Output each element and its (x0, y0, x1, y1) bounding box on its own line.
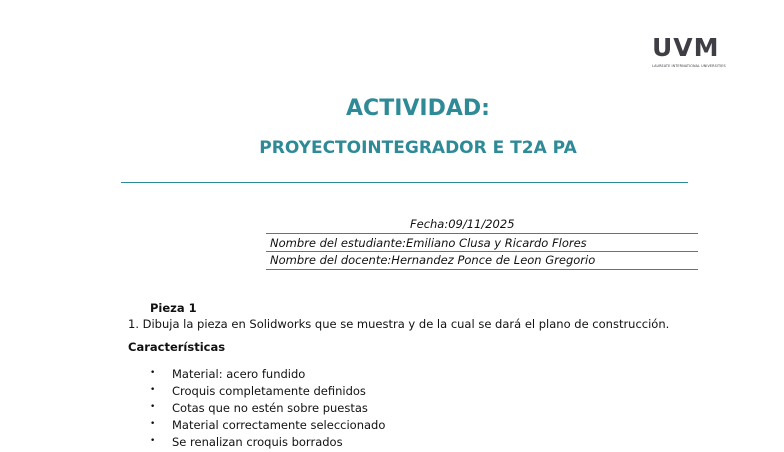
bullet-icon: • (150, 436, 156, 446)
project-subtitle: PROYECTOINTEGRADOR E T2A PA (259, 138, 577, 158)
teacher-name-field: Nombre del docente:Hernandez Ponce de Leon Gregorio (270, 253, 596, 267)
bullet-icon: • (150, 419, 156, 429)
list-item-text: Material: acero fundido (172, 367, 306, 381)
date-underline (266, 233, 698, 234)
instruction-text: 1. Dibuja la pieza en Solidworks que se muestra y de la cual se dará el plano de construcción. (128, 317, 670, 331)
logo-word: UVM (652, 33, 720, 62)
list-item-text: Material correctamente seleccionado (172, 418, 386, 432)
bullet-icon: • (150, 368, 156, 378)
list-item-text: Se renalizan croquis borrados (172, 435, 343, 449)
bullet-icon: • (150, 385, 156, 395)
student-name-field: Nombre del estudiante:Emiliano Clusa y Ricardo Flores (270, 236, 587, 250)
teacher-underline (266, 269, 698, 270)
activity-title: ACTIVIDAD: (346, 96, 490, 121)
bullet-icon: • (150, 402, 156, 412)
logo-subtitle: LAUREATE INTERNATIONAL UNIVERSITIES (652, 64, 726, 68)
characteristics-heading: Características (128, 340, 226, 354)
uvm-logo (652, 33, 734, 70)
title-divider (121, 182, 688, 183)
student-underline (266, 251, 698, 252)
list-item-text: Croquis completamente definidos (172, 384, 366, 398)
date-field: Fecha:09/11/2025 (410, 217, 515, 231)
list-item-text: Cotas que no estén sobre puestas (172, 401, 368, 415)
piece-heading: Pieza 1 (150, 301, 197, 315)
